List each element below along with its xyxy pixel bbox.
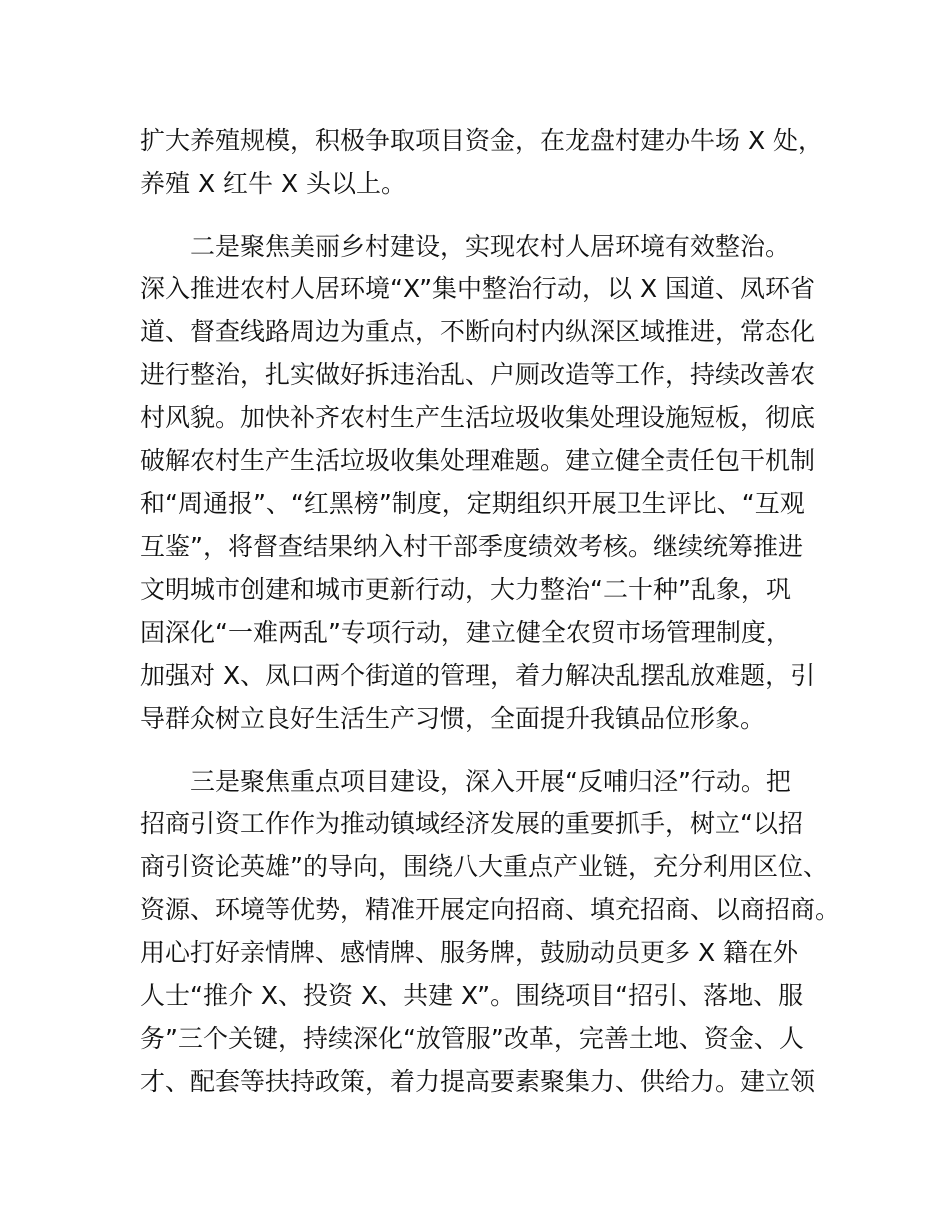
- paragraph-3-line-1: 三是聚焦重点项目建设，深入开展“反哺归泾”行动。把: [190, 767, 791, 796]
- paragraph-2-line-8: 互鉴”，将督查结果纳入村干部季度绩效考核。继续统筹推进: [140, 532, 803, 561]
- paragraph-2-line-7: 和“周通报”、“红黑榜”制度，定期组织开展卫生评比、“互观: [140, 489, 805, 518]
- paragraph-2-line-10: 固深化“一难两乱”专项行动，建立健全农贸市场管理制度，: [140, 618, 791, 647]
- paragraph-2-line-4: 进行整治，扎实做好拆违治乱、户厕改造等工作，持续改善农: [140, 360, 816, 389]
- paragraph-2-line-12: 导群众树立良好生活生产习惯，全面提升我镇品位形象。: [140, 704, 766, 733]
- paragraph-2-line-9: 文明城市创建和城市更新行动，大力整治“二十种”乱象，巩: [140, 575, 791, 604]
- paragraph-2-line-6: 破解农村生产生活垃圾收集处理难题。建立健全责任包干机制: [140, 446, 816, 475]
- paragraph-3-line-2: 招商引资工作作为推动镇域经济发展的重要抓手，树立“以招: [140, 809, 803, 838]
- paragraph-3-line-3: 商引资论英雄”的导向，围绕八大重点产业链，充分利用区位、: [140, 852, 828, 881]
- paragraph-3-line-8: 才、配套等扶持政策，着力提高要素聚集力、供给力。建立领: [140, 1067, 816, 1096]
- paragraph-2-line-1: 二是聚焦美丽乡村建设，实现农村人居环境有效整治。: [190, 232, 791, 261]
- paragraph-3-line-7: 务”三个关键，持续深化“放管服”改革，完善土地、资金、人: [140, 1024, 804, 1053]
- paragraph-3-line-6: 人士“推介 X、投资 X、共建 X”。围绕项目“招引、落地、服: [140, 981, 804, 1010]
- paragraph-2-line-5: 村风貌。加快补齐农村生产生活垃圾收集处理设施短板，彻底: [140, 403, 816, 432]
- paragraph-1-line-2: 养殖 X 红牛 X 头以上。: [140, 169, 407, 198]
- paragraph-3-line-5: 用心打好亲情牌、感情牌、服务牌，鼓励动员更多 X 籍在外: [140, 938, 799, 967]
- paragraph-3-line-4: 资源、环境等优势，精准开展定向招商、填充招商、以商招商。: [140, 895, 841, 924]
- paragraph-1-line-1: 扩大养殖规模，积极争取项目资金，在龙盘村建办牛场 X 处，: [140, 126, 824, 155]
- paragraph-2-line-3: 道、督查线路周边为重点，不断向村内纵深区域推进，常态化: [140, 317, 816, 346]
- paragraph-2-line-11: 加强对 X、凤口两个街道的管理，着力解决乱摆乱放难题，引: [140, 661, 816, 690]
- paragraph-2-line-2: 深入推进农村人居环境“X”集中整治行动，以 X 国道、凤环省: [140, 274, 816, 303]
